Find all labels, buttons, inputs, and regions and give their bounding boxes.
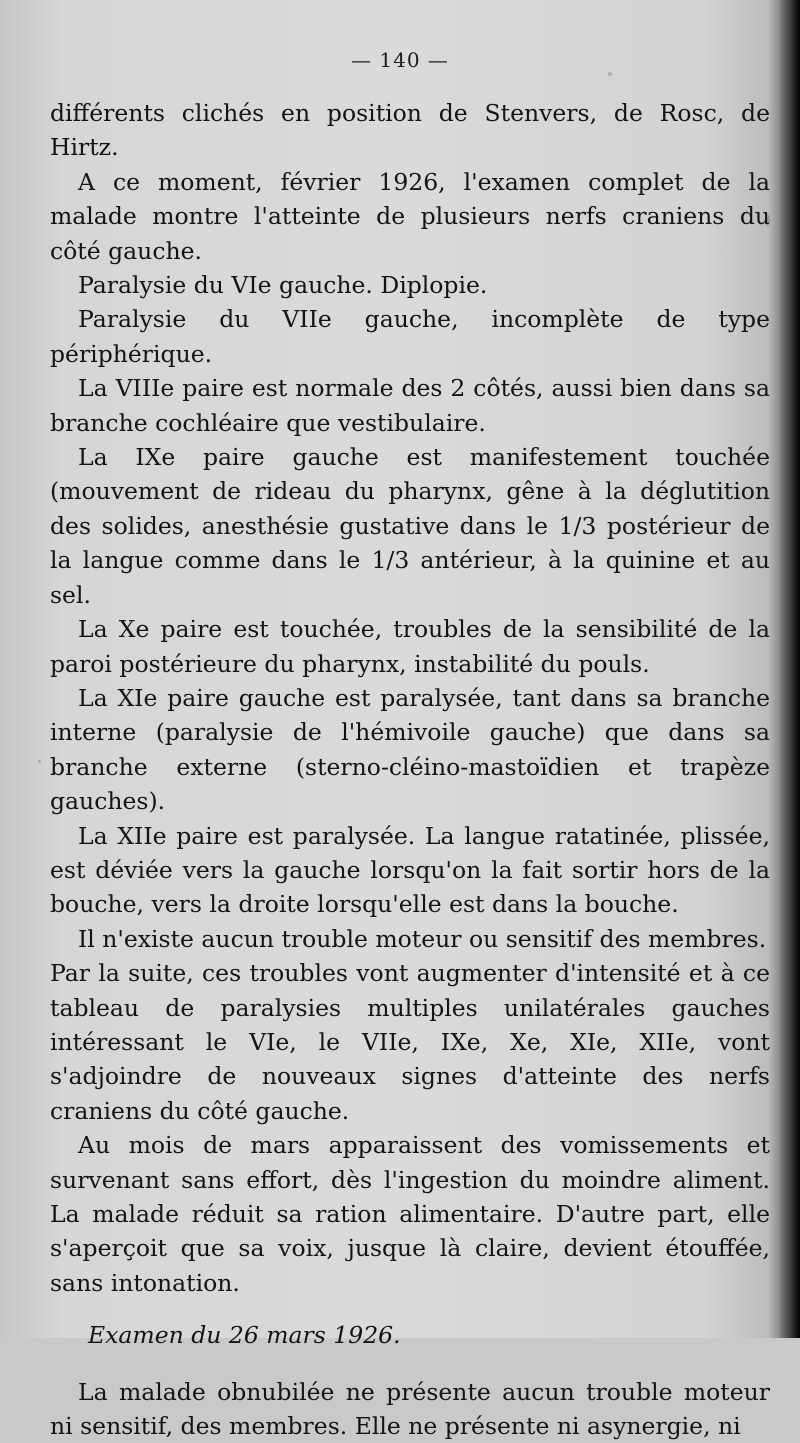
paragraph: La XIIe paire est paralysée. La langue ratatinée, plissée, est déviée vers la gauche lorsqu'on la fait sortir hors de la bouche, vers la droite lorsqu'elle est dans la bouche.: [50, 821, 770, 919]
body-text: [50, 96, 770, 1443]
paragraph: différents clichés en position de Stenvers, de Rosc, de Hirtz.: [50, 99, 770, 162]
paragraph: La VIIIe paire est normale des 2 côtés, aussi bien dans sa branche cochléaire que vestibulaire.: [50, 374, 770, 437]
page-number: — 140 —: [351, 48, 449, 72]
paper-speck: [765, 214, 770, 226]
paper-speck: [38, 760, 41, 763]
binding-shadow: [778, 0, 800, 1338]
paragraph: Au mois de mars apparaissent des vomissements et survenant sans effort, dès l'ingestion du moindre aliment. La malade réduit sa ration alimentaire. D'autre part, elle s'aperçoit que sa voix, jusque là claire, devient étouffée, sans intonation.: [50, 1131, 770, 1297]
paragraph: Paralysie du VIe gauche. Diplopie.: [78, 271, 488, 300]
paragraph: La IXe paire gauche est manifestement touchée (mouvement de rideau du pharynx, gêne à la déglutition des solides, anesthésie gustative dans le 1/3 postérieur de la langue comme dans le 1/3 antérieur, à la quinine et au sel.: [50, 443, 770, 609]
paragraph: Paralysie du VIIe gauche, incomplète de type périphérique.: [50, 305, 770, 368]
paper-speck: [608, 72, 612, 76]
paragraph: La XIe paire gauche est paralysée, tant dans sa branche interne (paralysie de l'hémivoile gauche) que dans sa branche externe (sterno-cléino-mastoïdien et trapèze gauches).: [50, 683, 770, 816]
paragraph: La malade obnubilée ne présente aucun trouble moteur ni sensitif, des membres. Elle ne présente ni asynergie, ni: [50, 1377, 770, 1441]
paragraph: La Xe paire est touchée, troubles de la sensibilité de la paroi postérieure du pharynx, instabilité du pouls.: [50, 615, 770, 678]
paragraph: Il n'existe aucun trouble moteur ou sensitif des membres.: [78, 924, 767, 953]
section-heading: Examen du 26 mars 1926.: [88, 1321, 401, 1350]
paragraph: A ce moment, février 1926, l'examen complet de la malade montre l'atteinte de plusieurs nerfs craniens du côté gauche.: [50, 167, 770, 265]
paragraph: Par la suite, ces troubles vont augmenter d'intensité et à ce tableau de paralysies multiples unilatérales gauches intéressant le VIe, le VIIe, IXe, Xe, XIe, XIIe, vont s'adjoindre de nouveaux signes d'atteinte des nerfs craniens du côté gauche.: [50, 959, 770, 1125]
